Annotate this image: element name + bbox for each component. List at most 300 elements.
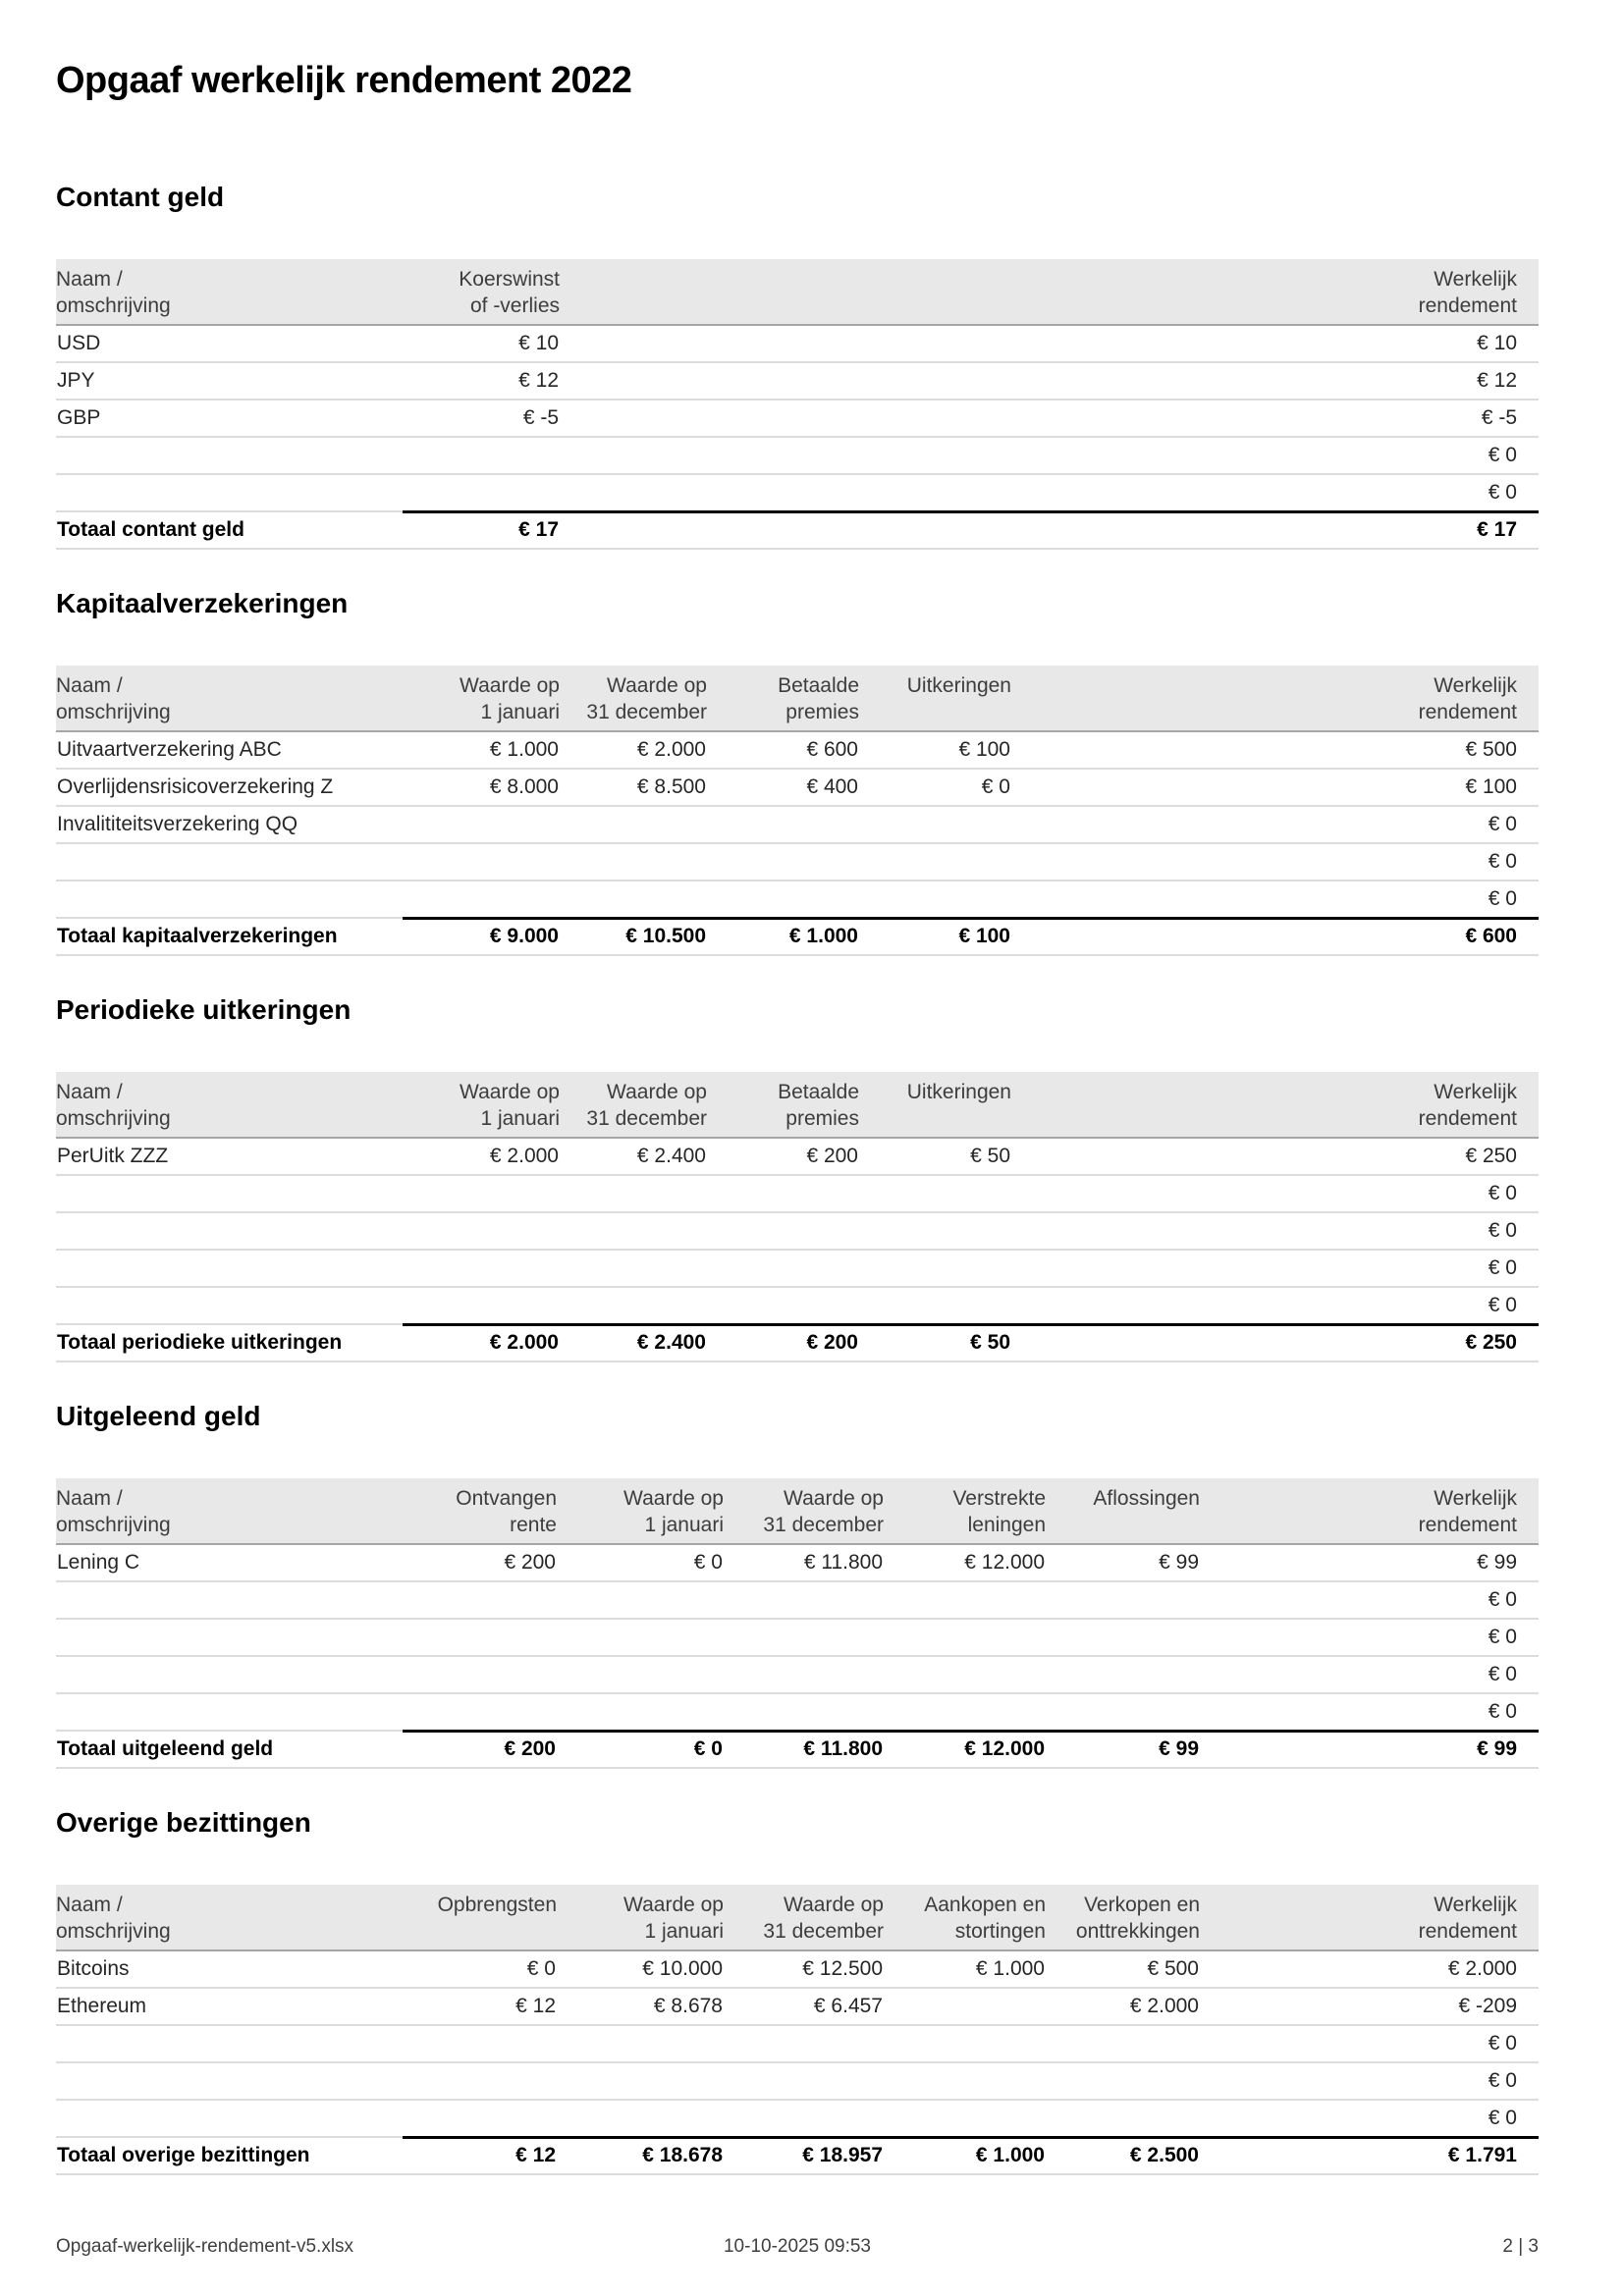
value-cell: € 0	[1315, 1250, 1539, 1287]
value-cell	[557, 1619, 724, 1656]
column-header-line: Werkelijk	[1434, 674, 1517, 697]
row-label: Uitvaartverzekering ABC	[57, 738, 282, 762]
value-cell: € 1.000	[884, 1950, 1046, 1988]
value-cell: € 2.400	[560, 1138, 707, 1175]
name-cell	[56, 400, 403, 437]
column-header-line: Aflossingen	[1093, 1487, 1200, 1510]
value-cell: € 0	[1315, 1619, 1539, 1656]
column-header-line: Naam /	[56, 674, 123, 697]
name-cell	[56, 769, 403, 806]
row-label: USD	[57, 332, 101, 355]
column-header-line: 31 december	[763, 1514, 884, 1536]
data-table	[56, 1072, 1539, 1362]
value-cell	[707, 1287, 859, 1324]
total-value-cell: € 1.000	[707, 918, 859, 955]
value-cell: € -5	[403, 400, 560, 437]
row-label: PerUitk ZZZ	[57, 1145, 169, 1168]
table-row	[56, 1619, 1539, 1656]
value-cell: € -5	[1315, 400, 1539, 437]
value-cell	[557, 1656, 724, 1693]
value-cell: € -209	[1315, 1988, 1539, 2025]
table-header-row	[56, 1885, 1539, 1950]
value-cell	[707, 1212, 859, 1250]
column-header-line: Waarde op	[784, 1894, 884, 1916]
total-value-cell: € 100	[859, 918, 1011, 955]
value-cell	[403, 437, 560, 474]
total-value-cell: € 1.000	[884, 2137, 1046, 2174]
value-cell	[1011, 1287, 1315, 1324]
value-cell	[1011, 1138, 1315, 1175]
column-header-line: Waarde op	[623, 1487, 724, 1510]
value-cell: € 500	[1315, 731, 1539, 769]
footer-datetime: 10-10-2025 09:53	[723, 2236, 871, 2257]
value-cell	[724, 1619, 884, 1656]
value-cell: € 8.500	[560, 769, 707, 806]
value-cell	[557, 1693, 724, 1731]
value-cell	[884, 2025, 1046, 2062]
total-value-cell: € 2.500	[1046, 2137, 1200, 2174]
name-cell	[56, 2025, 403, 2062]
table-row	[56, 2062, 1539, 2100]
column-header-line	[1011, 1079, 1315, 1105]
table-row	[56, 325, 1539, 362]
value-cell: € 0	[1315, 437, 1539, 474]
column-header-line: rendement	[1418, 1920, 1517, 1943]
value-cell: € 200	[403, 1544, 557, 1581]
value-cell: € 0	[1315, 1581, 1539, 1619]
total-row	[56, 1324, 1539, 1362]
value-cell	[724, 1656, 884, 1693]
value-cell	[859, 1250, 1011, 1287]
total-value-cell: € 11.800	[724, 1731, 884, 1768]
value-cell: € 0	[1315, 2100, 1539, 2137]
table-periodieke-uitkeringen	[56, 1072, 1539, 1362]
column-header-line: rendement	[1418, 701, 1517, 723]
data-table	[56, 1478, 1539, 1769]
total-value-cell: € 17	[1315, 511, 1539, 549]
value-cell	[884, 1693, 1046, 1731]
column-header-line	[1011, 672, 1315, 699]
row-label: GBP	[57, 406, 101, 430]
column-header-line: 31 december	[763, 1920, 884, 1943]
row-label: Ethereum	[57, 1995, 147, 2018]
column-header	[1315, 1478, 1539, 1544]
column-header	[884, 1885, 1046, 1950]
name-cell	[56, 1581, 403, 1619]
table-row	[56, 1138, 1539, 1175]
table-row	[56, 1544, 1539, 1581]
name-cell	[56, 1950, 403, 1988]
table-row	[56, 2100, 1539, 2137]
total-value-cell: € 2.400	[560, 1324, 707, 1362]
value-cell	[1200, 2100, 1315, 2137]
value-cell	[560, 1250, 707, 1287]
value-cell: € 6.457	[724, 1988, 884, 2025]
value-cell: € 400	[707, 769, 859, 806]
column-header-line: Naam /	[56, 268, 123, 291]
value-cell	[1200, 2062, 1315, 2100]
column-header-name	[56, 1072, 403, 1138]
value-cell	[1046, 2100, 1200, 2137]
value-cell	[560, 325, 1315, 362]
column-header-line: Waarde op	[607, 674, 707, 697]
column-header-line: Betaalde	[778, 674, 859, 697]
name-cell	[56, 2137, 403, 2174]
table-row	[56, 437, 1539, 474]
name-cell	[56, 325, 403, 362]
value-cell	[724, 1693, 884, 1731]
section-heading-uitgeleend-geld: Uitgeleend geld	[56, 1401, 261, 1431]
value-cell: € 1.000	[403, 731, 560, 769]
column-header-line: premies	[785, 701, 859, 723]
column-header-line: 31 december	[586, 701, 707, 723]
value-cell: € 8.678	[557, 1988, 724, 2025]
section-heading-periodieke-uitkeringen: Periodieke uitkeringen	[56, 994, 352, 1025]
column-header-line: premies	[785, 1107, 859, 1130]
column-header-line: 1 januari	[644, 1514, 724, 1536]
column-header	[859, 1072, 1011, 1138]
total-value-cell	[1011, 918, 1315, 955]
column-header-line: Waarde op	[607, 1081, 707, 1103]
value-cell: € 2.000	[1046, 1988, 1200, 2025]
value-cell: € 200	[707, 1138, 859, 1175]
value-cell	[1046, 1581, 1200, 1619]
value-cell	[1200, 1693, 1315, 1731]
column-header-line: omschrijving	[56, 1920, 171, 1943]
value-cell: € 12	[1315, 362, 1539, 400]
name-cell	[56, 1656, 403, 1693]
column-header-line: Waarde op	[784, 1487, 884, 1510]
value-cell: € 0	[1315, 806, 1539, 843]
name-cell	[56, 1175, 403, 1212]
value-cell	[1011, 731, 1315, 769]
total-value-cell: € 99	[1046, 1731, 1200, 1768]
value-cell	[1200, 1619, 1315, 1656]
column-header-line: omschrijving	[56, 1107, 171, 1130]
value-cell	[403, 2062, 557, 2100]
table-row	[56, 806, 1539, 843]
table-uitgeleend-geld	[56, 1478, 1539, 1769]
column-header-line: rendement	[1418, 294, 1517, 317]
value-cell: € 12	[403, 1988, 557, 2025]
column-header-line	[403, 1918, 557, 1945]
value-cell	[560, 1287, 707, 1324]
column-header-line: Werkelijk	[1434, 1081, 1517, 1103]
table-overige-bezittingen	[56, 1885, 1539, 2175]
value-cell: € 10.000	[557, 1950, 724, 1988]
total-label: Totaal uitgeleend geld	[57, 1737, 274, 1761]
column-header	[403, 1478, 557, 1544]
value-cell	[560, 843, 707, 881]
column-header-line: Aankopen en	[924, 1894, 1046, 1916]
total-label: Totaal periodieke uitkeringen	[57, 1331, 342, 1355]
value-cell	[1046, 1656, 1200, 1693]
value-cell: € 500	[1046, 1950, 1200, 1988]
name-cell	[56, 362, 403, 400]
name-cell	[56, 2100, 403, 2137]
name-cell	[56, 881, 403, 918]
value-cell	[859, 806, 1011, 843]
value-cell	[403, 1250, 560, 1287]
name-cell	[56, 806, 403, 843]
value-cell	[1200, 1988, 1315, 2025]
column-header	[707, 666, 859, 731]
value-cell	[560, 437, 1315, 474]
column-header-line	[1200, 1918, 1315, 1945]
table-row	[56, 474, 1539, 511]
page-footer	[56, 2236, 1539, 2258]
value-cell	[403, 2025, 557, 2062]
value-cell	[707, 843, 859, 881]
column-header-line: rente	[510, 1514, 557, 1536]
value-cell	[560, 400, 1315, 437]
value-cell: € 50	[859, 1138, 1011, 1175]
table-row	[56, 1287, 1539, 1324]
value-cell: € 10	[403, 325, 560, 362]
table-row	[56, 1950, 1539, 1988]
column-header	[1200, 1478, 1315, 1544]
column-header-line: Waarde op	[460, 1081, 560, 1103]
column-header-line	[1011, 1105, 1315, 1132]
value-cell	[1011, 769, 1315, 806]
column-header	[1046, 1885, 1200, 1950]
value-cell: € 600	[707, 731, 859, 769]
column-header-line: of -verlies	[469, 294, 560, 317]
column-header	[1046, 1478, 1200, 1544]
value-cell	[403, 881, 560, 918]
value-cell: € 100	[1315, 769, 1539, 806]
total-value-cell: € 10.500	[560, 918, 707, 955]
row-label: Invalititeitsverzekering QQ	[57, 813, 298, 836]
column-header-line	[1200, 1512, 1315, 1538]
value-cell	[859, 1212, 1011, 1250]
column-header-line: Betaalde	[778, 1081, 859, 1103]
row-label: Lening C	[57, 1551, 140, 1575]
footer-filename: Opgaaf-werkelijk-rendement-v5.xlsx	[56, 2236, 354, 2257]
column-header	[1011, 666, 1315, 731]
total-value-cell: € 18.678	[557, 2137, 724, 2174]
value-cell	[884, 1581, 1046, 1619]
column-header-line: Opbrengsten	[437, 1894, 557, 1916]
value-cell: € 100	[859, 731, 1011, 769]
value-cell	[1200, 2025, 1315, 2062]
column-header	[859, 666, 1011, 731]
value-cell	[1011, 806, 1315, 843]
column-header	[403, 259, 560, 325]
name-cell	[56, 1693, 403, 1731]
total-value-cell	[1200, 2137, 1315, 2174]
value-cell: € 0	[1315, 1656, 1539, 1693]
value-cell: € 12.000	[884, 1544, 1046, 1581]
section-heading-kapitaalverzekeringen: Kapitaalverzekeringen	[56, 588, 349, 618]
value-cell: € 11.800	[724, 1544, 884, 1581]
column-header	[560, 1072, 707, 1138]
value-cell: € 0	[1315, 2062, 1539, 2100]
column-header-line: rendement	[1418, 1514, 1517, 1536]
total-value-cell: € 17	[403, 511, 560, 549]
total-row	[56, 1731, 1539, 1768]
column-header	[1315, 666, 1539, 731]
value-cell	[557, 2062, 724, 2100]
total-value-cell: € 18.957	[724, 2137, 884, 2174]
value-cell	[403, 1581, 557, 1619]
value-cell	[557, 2025, 724, 2062]
column-header-line: Verstrekte	[952, 1487, 1046, 1510]
value-cell	[1011, 881, 1315, 918]
data-table	[56, 666, 1539, 956]
name-cell	[56, 1619, 403, 1656]
value-cell: € 2.000	[403, 1138, 560, 1175]
value-cell	[884, 1988, 1046, 2025]
column-header-line: omschrijving	[56, 701, 171, 723]
column-header-line	[560, 266, 1315, 293]
total-value-cell: € 12.000	[884, 1731, 1046, 1768]
total-value-cell: € 600	[1315, 918, 1539, 955]
value-cell: € 0	[1315, 843, 1539, 881]
name-cell	[56, 1324, 403, 1362]
value-cell	[403, 806, 560, 843]
value-cell	[1200, 1581, 1315, 1619]
total-value-cell: € 2.000	[403, 1324, 560, 1362]
column-header-line: Naam /	[56, 1487, 123, 1510]
section-heading-contant-geld: Contant geld	[56, 182, 225, 212]
column-header-name	[56, 259, 403, 325]
value-cell	[560, 881, 707, 918]
table-row	[56, 1693, 1539, 1731]
value-cell: € 8.000	[403, 769, 560, 806]
column-header-line: Uitkeringen	[906, 674, 1011, 697]
total-row	[56, 2137, 1539, 2174]
column-header-line: Werkelijk	[1434, 268, 1517, 291]
value-cell	[403, 2100, 557, 2137]
section-heading-overige-bezittingen: Overige bezittingen	[56, 1807, 311, 1838]
column-header-line: Naam /	[56, 1894, 123, 1916]
value-cell	[884, 2062, 1046, 2100]
value-cell: € 0	[1315, 474, 1539, 511]
column-header	[884, 1478, 1046, 1544]
value-cell	[560, 362, 1315, 400]
row-label: Bitcoins	[57, 1957, 130, 1981]
column-header-line: onttrekkingen	[1075, 1920, 1200, 1943]
total-value-cell: € 250	[1315, 1324, 1539, 1362]
value-cell	[859, 1175, 1011, 1212]
column-header-line: Waarde op	[623, 1894, 724, 1916]
table-row	[56, 1581, 1539, 1619]
table-header-row	[56, 666, 1539, 731]
total-value-cell: € 9.000	[403, 918, 560, 955]
column-header-line: Naam /	[56, 1081, 123, 1103]
value-cell	[724, 1581, 884, 1619]
value-cell: € 0	[403, 1950, 557, 1988]
value-cell: € 12	[403, 362, 560, 400]
value-cell	[1200, 1544, 1315, 1581]
value-cell: € 0	[859, 769, 1011, 806]
table-header-row	[56, 259, 1539, 325]
value-cell	[403, 1175, 560, 1212]
value-cell: € 2.000	[1315, 1950, 1539, 1988]
value-cell	[403, 1212, 560, 1250]
name-cell	[56, 1544, 403, 1581]
column-header-line: 1 januari	[480, 701, 560, 723]
value-cell	[1046, 2062, 1200, 2100]
value-cell	[403, 1287, 560, 1324]
value-cell	[859, 1287, 1011, 1324]
value-cell	[724, 2062, 884, 2100]
value-cell: € 0	[1315, 1175, 1539, 1212]
table-row	[56, 731, 1539, 769]
table-row	[56, 769, 1539, 806]
footer-page-indicator: 2 | 3	[1502, 2236, 1539, 2257]
name-cell	[56, 511, 403, 549]
column-header	[1315, 259, 1539, 325]
column-header-line	[1011, 699, 1315, 725]
value-cell	[403, 1656, 557, 1693]
value-cell: € 0	[1315, 881, 1539, 918]
table-row	[56, 362, 1539, 400]
value-cell: € 99	[1315, 1544, 1539, 1581]
total-value-cell: € 200	[707, 1324, 859, 1362]
total-value-cell: € 12	[403, 2137, 557, 2174]
table-row	[56, 843, 1539, 881]
column-header	[1011, 1072, 1315, 1138]
column-header	[1200, 1885, 1315, 1950]
name-cell	[56, 1212, 403, 1250]
value-cell: € 10	[1315, 325, 1539, 362]
value-cell	[1011, 1175, 1315, 1212]
total-label: Totaal contant geld	[57, 518, 244, 542]
value-cell	[707, 1250, 859, 1287]
name-cell	[56, 843, 403, 881]
data-table	[56, 259, 1539, 550]
row-label: Overlijdensrisicoverzekering Z	[57, 775, 334, 799]
value-cell: € 0	[1315, 1212, 1539, 1250]
table-row	[56, 1212, 1539, 1250]
column-header-line	[859, 699, 1011, 725]
row-label: JPY	[57, 369, 95, 393]
column-header-line	[859, 1105, 1011, 1132]
value-cell	[1046, 1619, 1200, 1656]
value-cell: € 12.500	[724, 1950, 884, 1988]
column-header-line: Koerswinst	[459, 268, 560, 291]
total-value-cell: € 50	[859, 1324, 1011, 1362]
name-cell	[56, 474, 403, 511]
value-cell: € 250	[1315, 1138, 1539, 1175]
value-cell	[859, 843, 1011, 881]
total-value-cell	[1200, 1731, 1315, 1768]
column-header	[560, 259, 1315, 325]
column-header	[724, 1478, 884, 1544]
column-header-line: 1 januari	[480, 1107, 560, 1130]
value-cell	[707, 1175, 859, 1212]
total-value-cell: € 0	[557, 1731, 724, 1768]
value-cell	[707, 881, 859, 918]
value-cell	[884, 1619, 1046, 1656]
total-value-cell: € 99	[1315, 1731, 1539, 1768]
value-cell	[557, 2100, 724, 2137]
name-cell	[56, 1287, 403, 1324]
column-header-line: Verkopen en	[1084, 1894, 1200, 1916]
name-cell	[56, 2062, 403, 2100]
column-header-line: omschrijving	[56, 294, 171, 317]
column-header-line: rendement	[1418, 1107, 1517, 1130]
value-cell	[403, 1619, 557, 1656]
column-header-line: 31 december	[586, 1107, 707, 1130]
column-header	[1315, 1072, 1539, 1138]
value-cell	[557, 1581, 724, 1619]
table-header-row	[56, 1478, 1539, 1544]
column-header-line: omschrijving	[56, 1514, 171, 1536]
total-value-cell	[560, 511, 1315, 549]
